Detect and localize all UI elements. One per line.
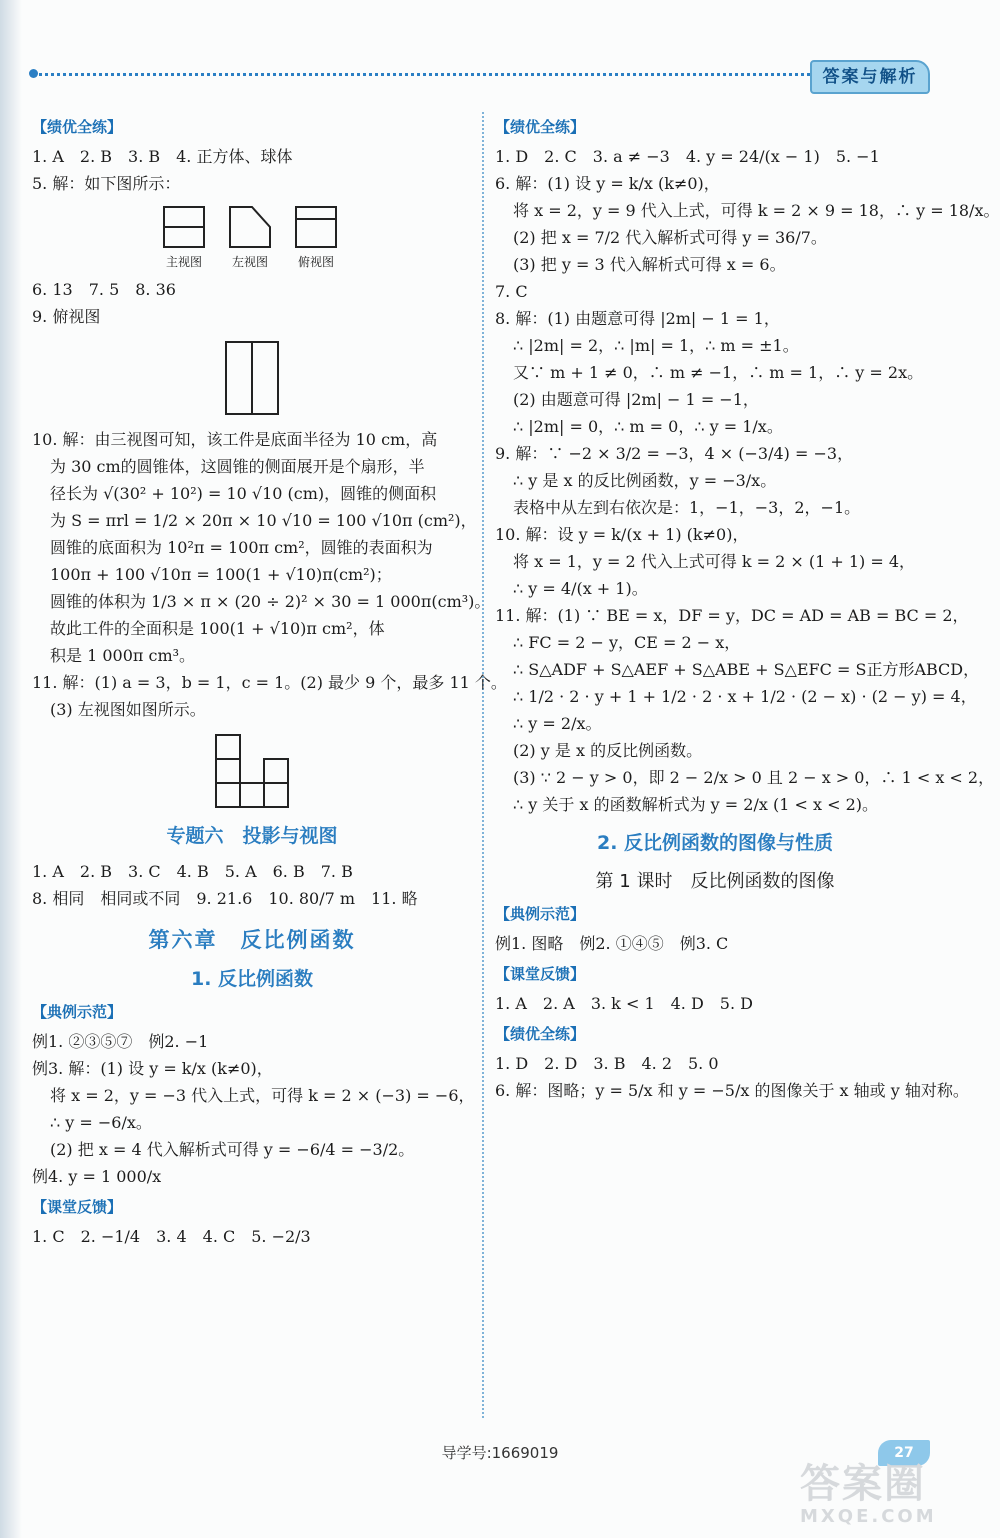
answer-line: 例1. ②③⑤⑦ 例2. −1: [32, 1032, 209, 1051]
answer-line: (2) 把 x = 7/2 代入解析式可得 y = 36/7。: [513, 228, 827, 247]
answer-line: ∴ y = 4/(x + 1)。: [513, 579, 648, 598]
front-view: [162, 205, 206, 270]
side-view: [228, 205, 272, 270]
section-title: 2. 反比例函数的图像与性质: [596, 832, 834, 854]
answer-line: 例4. y = 1 000/x: [32, 1167, 162, 1186]
answer-line: 1. A 2. B 3. B 4. 正方体、球体: [32, 147, 293, 166]
answer-line: 径长为 √(30² + 10²) = 10 √10 (cm)，圆锥的侧面积: [50, 484, 437, 503]
section-tag: 【绩优全练】: [495, 1025, 586, 1043]
lesson-title: 第 1 课时 反比例函数的图像: [595, 871, 835, 892]
answer-line: 10. 解：由三视图可知，该工件是底面半径为 10 cm，高: [32, 430, 438, 449]
answer-line: 将 x = 1，y = 2 代入上式可得 k = 2 × (1 + 1) = 4，: [513, 552, 916, 571]
top-view-label: 俯视图: [297, 255, 334, 269]
section-tag: 【典例示范】: [495, 905, 586, 923]
answer-line: 又∵ m + 1 ≠ 0，∴ m ≠ −1，∴ m = 1，∴ y = 2x。: [513, 363, 924, 382]
answer-line: 1. D 2. D 3. B 4. 2 5. 0: [495, 1054, 719, 1073]
watermark-text: 答案圈: [800, 1461, 926, 1507]
section-title: 1. 反比例函数: [190, 968, 314, 990]
chapter-title: 第六章 反比例函数: [148, 928, 356, 952]
header-rule: [34, 73, 810, 76]
answer-line: 9. 解：∵ −2 × 3/2 = −3，4 × (−3/4) = −3，: [495, 444, 854, 463]
top-view: [294, 205, 338, 270]
answer-line: 例1. 图略 例2. ①④⑤ 例3. C: [495, 934, 729, 953]
answer-line: 1. D 2. C 3. a ≠ −3 4. y = 24/(x − 1) 5. −1: [495, 147, 880, 166]
answer-line: 8. 解：(1) 由题意可得 |2m| − 1 = 1，: [495, 309, 780, 328]
answer-line: 1. A 2. B 3. C 4. B 5. A 6. B 7. B: [32, 862, 353, 881]
answer-line: 11. 解：(1) a = 3，b = 1，c = 1。(2) 最少 9 个，最多 11 个。: [32, 673, 507, 692]
top-view-figure: [224, 340, 280, 416]
topic-title: 专题六 投影与视图: [166, 825, 338, 847]
answer-line: ∴ FC = 2 − y，CE = 2 − x，: [513, 633, 741, 652]
answer-line: 6. 13 7. 5 8. 36: [32, 280, 176, 299]
answer-line: 1. A 2. A 3. k < 1 4. D 5. D: [495, 994, 753, 1013]
answer-line: 100π + 100 √10π = 100(1 + √10)π(cm²)；: [50, 565, 392, 584]
answer-line: 表格中从左到右依次是：1，−1，−3，2，−1。: [513, 498, 861, 517]
section-tag: 【课堂反馈】: [32, 1198, 123, 1216]
answer-line: (3) 左视图如图所示。: [50, 700, 206, 719]
answer-line: 圆锥的底面积为 10²π = 100π cm²，圆锥的表面积为: [50, 538, 433, 557]
watermark-url: MXQE.COM: [800, 1506, 937, 1527]
answer-line: ∴ 1/2 · 2 · y + 1 + 1/2 · 2 · x + 1/2 · (2 − x) · (2 − y) = 4，: [513, 687, 977, 706]
answer-line: 7. C: [495, 282, 528, 301]
section-tag: 【绩优全练】: [32, 118, 123, 136]
answer-line: 6. 解：图略；y = 5/x 和 y = −5/x 的图像关于 x 轴或 y 轴对称。: [495, 1081, 969, 1100]
three-views-figure: [162, 205, 472, 270]
answer-line: ∴ y = −6/x。: [50, 1113, 152, 1132]
left-view-figure: [214, 733, 290, 811]
section-tag: 【课堂反馈】: [495, 965, 586, 983]
answer-line: 圆锥的体积为 1/3 × π × (20 ÷ 2)² × 30 = 1 000π(cm³)。: [50, 592, 491, 611]
answer-line: 9. 俯视图: [32, 307, 101, 326]
watermark: [800, 1462, 990, 1532]
answer-line: 为 30 cm的圆锥体，这圆锥的侧面展开是个扇形，半: [50, 457, 425, 476]
answer-line: ∴ S△ADF + S△AEF + S△ABE + S△EFC = S正方形ABCD，: [513, 660, 980, 679]
left-column: [32, 110, 507, 1250]
answer-line: 6. 解：(1) 设 y = k/x (k≠0)，: [495, 174, 720, 193]
front-view-label: 主视图: [165, 255, 202, 269]
answer-line: ∴ |2m| = 2，∴ |m| = 1，∴ m = ±1。: [513, 336, 799, 355]
answer-line: 5. 解：如下图所示：: [32, 174, 181, 193]
answer-line: (2) 把 x = 4 代入解析式可得 y = −6/4 = −3/2。: [50, 1140, 415, 1159]
guide-code: 导学号:1669019: [441, 1444, 559, 1462]
answer-line: 例3. 解：(1) 设 y = k/x (k≠0)，: [32, 1059, 273, 1078]
header-tab: 答案与解析: [810, 60, 930, 94]
answer-line: (3) ∵ 2 − y > 0，即 2 − 2/x > 0 且 2 − x > 0，∴ 1 < x < 2，: [513, 768, 995, 787]
section-tag: 【典例示范】: [32, 1003, 123, 1021]
answer-line: ∴ y 是 x 的反比例函数，y = −3/x。: [513, 471, 777, 490]
answer-line: 将 x = 2，y = −3 代入上式，可得 k = 2 × (−3) = −6，: [50, 1086, 475, 1105]
answer-line: 为 S = πrl = 1/2 × 20π × 10 √10 = 100 √10π (cm²)，: [50, 511, 477, 530]
answer-line: ∴ y = 2/x。: [513, 714, 602, 733]
answer-line: (3) 把 y = 3 代入解析式可得 x = 6。: [513, 255, 786, 274]
answer-line: 1. C 2. −1/4 3. 4 4. C 5. −2/3: [32, 1227, 311, 1246]
answer-line: 10. 解：设 y = k/(x + 1) (k≠0)，: [495, 525, 749, 544]
answer-line: 将 x = 2，y = 9 代入上式，可得 k = 2 × 9 = 18，∴ y = 18/x。: [513, 201, 1000, 220]
side-view-label: 左视图: [231, 255, 268, 269]
answer-line: 11. 解：(1) ∵ BE = x，DF = y，DC = AD = AB = BC = 2，: [495, 606, 969, 625]
answer-line: (2) 由题意可得 |2m| − 1 = −1，: [513, 390, 759, 409]
answer-line: (2) y 是 x 的反比例函数。: [513, 741, 703, 760]
page-number: 27: [878, 1440, 930, 1466]
answer-line: 故此工件的全面积是 100(1 + √10)π cm²，体: [50, 619, 385, 638]
answer-line: ∴ |2m| = 0，∴ m = 0，∴ y = 1/x。: [513, 417, 783, 436]
section-tag: 【绩优全练】: [495, 118, 586, 136]
answer-line: 积是 1 000π cm³。: [50, 646, 196, 665]
column-divider: [482, 112, 484, 1418]
right-column: [495, 110, 1000, 1104]
answer-line: ∴ y 关于 x 的函数解析式为 y = 2/x (1 < x < 2)。: [513, 795, 878, 814]
binding-edge: [0, 0, 22, 1538]
answer-line: 8. 相同 相同或不同 9. 21.6 10. 80/7 m 11. 略: [32, 889, 418, 908]
